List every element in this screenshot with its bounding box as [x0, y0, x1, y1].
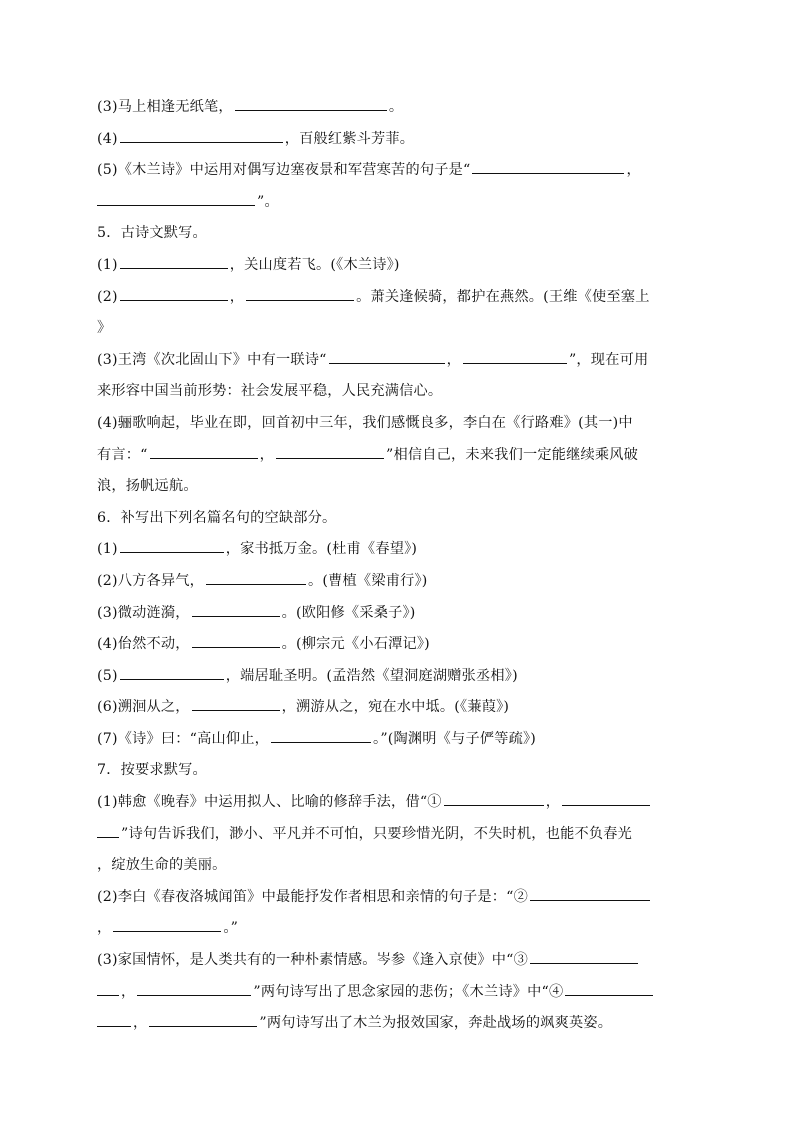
line-q6-4: (4)佁然不动， 。(柳宗元《小石潭记》) [97, 629, 697, 661]
line-q6-6: (6)溯洄从之， ，溯游从之，宛在水中坻。(《蒹葭》) [97, 692, 697, 724]
line-q7-1: (1)韩愈《晚春》中运用拟人、比喻的修辞手法，借“① ， [97, 787, 697, 819]
question-7-heading: 7．按要求默写。 [97, 762, 207, 779]
line-3-1: (3)马上相逢无纸笔， 。 [97, 92, 697, 124]
line-q7-2: (2)李白《春夜洛城闻笛》中最能抒发作者相思和亲情的句子是：“② [97, 882, 697, 914]
answer-blank[interactable] [276, 442, 384, 459]
line-q5-3-cont: 来形容中国当前形势：社会发展平稳，人民充满信心。 [97, 383, 443, 400]
line-q6-7: (7)《诗》曰：“高山仰止， 。”(陶渊明《与子俨等疏》) [97, 724, 697, 756]
line-q6-2: (2)八方各异气， 。(曹植《梁甫行》) [97, 566, 697, 598]
answer-blank[interactable] [530, 884, 650, 901]
answer-blank[interactable] [97, 189, 255, 206]
line-5-1: (5)《木兰诗》中运用对偶写边塞夜景和军营寒苦的句子是“ ， [97, 155, 697, 187]
answer-blank[interactable] [565, 979, 653, 996]
line-q5-4-cont: 有言：“ ， ”相信自己，未来我们一定能继续乘风破 [97, 440, 697, 472]
answer-blank[interactable] [463, 347, 567, 364]
answer-blank[interactable] [120, 252, 228, 269]
line-q7-1-end: ，绽放生命的美丽。 [97, 857, 227, 874]
question-5-heading: 5．古诗文默写。 [97, 225, 207, 242]
answer-blank[interactable] [562, 789, 650, 806]
answer-blank[interactable] [530, 947, 638, 964]
answer-blank[interactable] [113, 915, 221, 932]
line-q7-1-cont: ”诗句告诉我们，渺小、平凡并不可怕，只要珍惜光阴，不失时机，也能不负春光 [97, 819, 697, 851]
line-q5-1: (1) ，关山度若飞。(《木兰诗》) [97, 250, 697, 282]
document-page [97, 92, 697, 1040]
answer-blank[interactable] [192, 600, 280, 617]
line-q5-4: (4)骊歌响起，毕业在即，回首初中三年，我们感慨良多，李白在《行路难》(其一)中 [97, 414, 633, 431]
answer-blank[interactable] [271, 726, 371, 743]
line-q5-3: (3)王湾《次北固山下》中有一联诗“ ， ”，现在可用 [97, 345, 697, 377]
line-q6-5: (5) ，端居耻圣明。(孟浩然《望洞庭湖赠张丞相》) [97, 661, 697, 693]
line-q7-3-cont: ， ”两句诗写出了思念家园的悲伤；《木兰诗》中“④ [97, 977, 697, 1009]
answer-blank[interactable] [120, 284, 228, 301]
answer-blank[interactable] [120, 663, 224, 680]
answer-blank[interactable] [192, 631, 280, 648]
answer-blank[interactable] [246, 284, 354, 301]
line-q7-3-end: ， ”两句诗写出了木兰为报效国家，奔赴战场的飒爽英姿。 [97, 1008, 697, 1040]
question-6-heading: 6．补写出下列名篇名句的空缺部分。 [97, 509, 337, 526]
answer-blank[interactable] [97, 821, 119, 838]
answer-blank[interactable] [137, 979, 251, 996]
answer-blank[interactable] [150, 442, 258, 459]
line-q7-2-cont: ， 。” [97, 913, 697, 945]
answer-blank[interactable] [235, 94, 387, 111]
line-q7-3: (3)家国情怀，是人类共有的一种朴素情感。岑参《逢入京使》中“③ [97, 945, 697, 977]
answer-blank[interactable] [97, 1010, 131, 1027]
line-q5-2: (2) ， 。萧关逢候骑，都护在燕然。(王维《使至塞上 [97, 282, 697, 314]
answer-blank[interactable] [192, 694, 280, 711]
line-q5-4-end: 浪，扬帆远航。 [97, 478, 198, 495]
line-4-1: (4) ，百般红紫斗芳菲。 [97, 124, 697, 156]
answer-blank[interactable] [329, 347, 445, 364]
line-q5-2-cont: 》 [97, 320, 112, 337]
answer-blank[interactable] [444, 789, 544, 806]
line-5-1-cont: ”。 [97, 187, 697, 219]
line-q6-1: (1) ，家书抵万金。(杜甫《春望》) [97, 534, 697, 566]
answer-blank[interactable] [120, 126, 283, 143]
answer-blank[interactable] [120, 536, 224, 553]
answer-blank[interactable] [472, 157, 624, 174]
answer-blank[interactable] [97, 979, 119, 996]
answer-blank[interactable] [149, 1010, 257, 1027]
line-q6-3: (3)微动涟漪， 。(欧阳修《采桑子》) [97, 598, 697, 630]
answer-blank[interactable] [206, 568, 306, 585]
